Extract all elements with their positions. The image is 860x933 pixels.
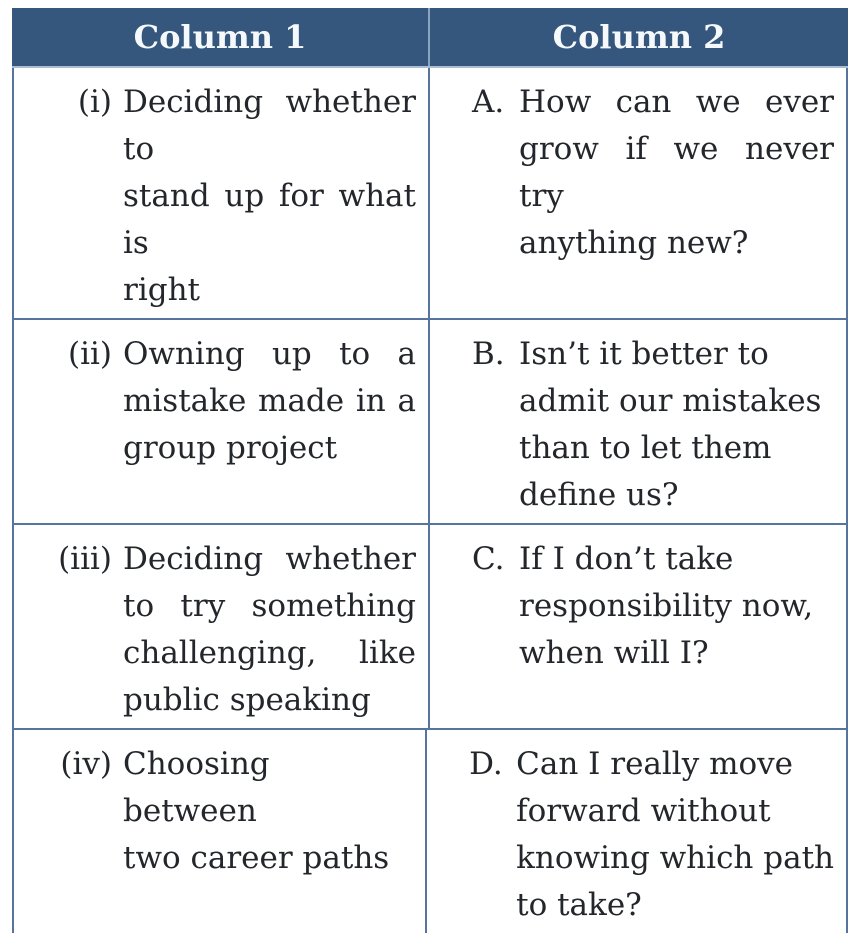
item-marker: (iv) [60, 746, 112, 782]
table-row [14, 523, 846, 728]
item-marker: (i) [77, 84, 112, 120]
column-2-header: Column 2 [552, 18, 726, 56]
cell-row3-col1 [14, 525, 430, 728]
text-line: challenging, like [123, 635, 416, 671]
item-marker: (iii) [58, 541, 112, 577]
text-line: group project [123, 430, 338, 466]
text-line: Choosing between [123, 746, 270, 829]
cell-row2-col2 [430, 320, 846, 523]
text-line: define us? [519, 477, 679, 513]
item-text [519, 331, 834, 519]
table-header-row [12, 8, 848, 68]
text-line: when will I? [519, 635, 709, 671]
table-row [14, 68, 846, 318]
text-line: Owning up to a [123, 336, 416, 372]
item-text [123, 79, 416, 314]
item-marker: B. [472, 336, 505, 372]
text-line: anything new? [519, 225, 749, 261]
text-line: than to let them [519, 430, 772, 466]
item-marker: D. [469, 746, 503, 782]
item-text [123, 741, 413, 882]
text-line: Can I really move [516, 746, 794, 782]
text-line: stand up for what is [123, 178, 416, 261]
cell-row1-col2 [430, 68, 846, 318]
text-line: grow if we never try [519, 131, 834, 214]
cell-row1-col1 [14, 68, 430, 318]
text-line: mistake made in a [123, 383, 416, 419]
item-text [519, 79, 834, 267]
item-marker: (ii) [67, 336, 112, 372]
text-line: forward without [516, 793, 771, 829]
item-text [123, 331, 416, 472]
item-text [516, 741, 834, 929]
text-line: to try something [123, 588, 416, 624]
item-marker: A. [472, 84, 505, 120]
text-line: knowing which path [516, 840, 834, 876]
match-columns-table [12, 8, 848, 933]
item-text [123, 536, 416, 724]
text-line: two career paths [123, 840, 390, 876]
text-line: Deciding whether to [123, 84, 416, 167]
item-text [519, 536, 834, 677]
item-marker: C. [472, 541, 505, 577]
text-line: Isn’t it better to [519, 336, 769, 372]
cell-row4-col1 [14, 730, 427, 933]
cell-row3-col2 [430, 525, 846, 728]
cell-row4-col2 [427, 730, 846, 933]
cell-row2-col1 [14, 320, 430, 523]
text-line: How can we ever [519, 84, 834, 120]
table-body [12, 68, 848, 933]
text-line: admit our mistakes [519, 383, 822, 419]
table-row [14, 318, 846, 523]
text-line: to take? [516, 887, 642, 923]
text-line: public speaking [123, 682, 371, 718]
text-line: If I don’t take [519, 541, 734, 577]
table-row [14, 728, 846, 933]
text-line: responsibility now, [519, 588, 814, 624]
column-1-header: Column 1 [12, 8, 430, 66]
text-line: right [123, 272, 201, 308]
text-line: Deciding whether [123, 541, 416, 577]
